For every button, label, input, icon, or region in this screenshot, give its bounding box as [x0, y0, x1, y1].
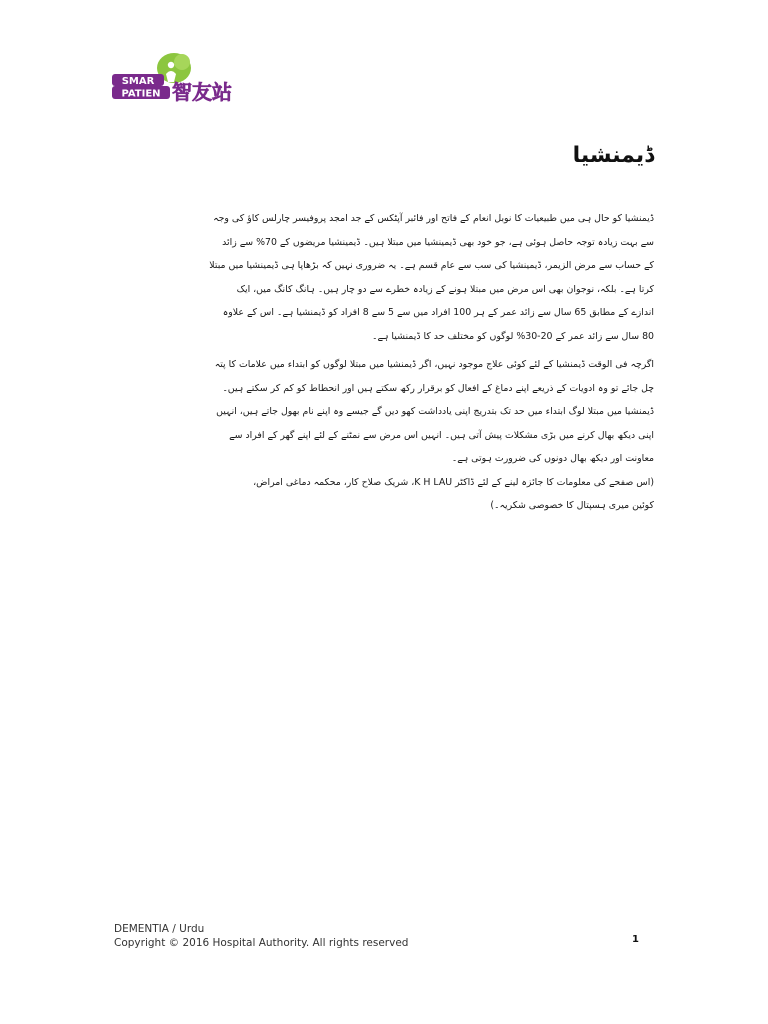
text-line: اگرچہ فی الوقت ڈیمنشیا کے لئے کوئی علاج موجود نہیں، اگر ڈیمنشیا میں مبتلا لوگوں کو ابتداء میں علامات کا پتہ: [214, 359, 654, 370]
text-line: سے بہت زیادہ توجہ حاصل ہوئی ہے، جو خود بھی ڈیمینشیا میں مبتلا ہیں۔ ڈیمینشیا مریضوں کے 70% سے زائد: [222, 236, 654, 248]
logo-text-smart: SMAR: [121, 76, 155, 87]
text-line: اپنی دیکھ بھال کرنے میں بڑی مشکلات پیش آتی ہیں۔ انہیں اس مرض سے نمٹنے کے لئے اپنے گھر کے افراد سے: [229, 429, 654, 441]
smart-patient-logo-graphic: [112, 48, 236, 104]
footer: [114, 922, 408, 950]
text-line: چل جائے تو وہ ادویات کے ذریعے اپنے دماغ کے افعال کو برقرار رکھ سکتے ہیں اور انحطاط کو کم کر سکتے ہیں۔: [222, 382, 654, 394]
paragraph-intro: [114, 207, 654, 348]
acknowledgement-line: کوئین میری ہسپتال کا خصوصی شکریہ۔): [490, 500, 654, 511]
text-line: ڈیمنشیا کو حال ہی میں طبیعیات کا نوبل انعام کے فاتح اور فائبر آپٹکس کے جد امجد پروفیسر چارلس کاؤ کی وجہ: [213, 213, 654, 224]
text-line: معاونت اور دیکھ بھال دونوں کی ضرورت ہوتی ہے۔: [451, 453, 654, 464]
page-title: ڈیمنشیا: [572, 143, 654, 168]
smart-patient-logo: [112, 48, 236, 104]
paragraph-treatment: [114, 353, 654, 518]
text-line: کرتا ہے۔ بلکہ، نوجوان بھی اس مرض میں مبتلا ہونے کے زیادہ خطرے سے دو چار ہیں۔ ہانگ کانگ میں، ایک: [236, 283, 654, 295]
acknowledgement-line: (اس صفحے کی معلومات کا جائزہ لینے کے لئے ڈاکٹر K H LAU، شریک صلاح کار، محکمہ دماغی امراض،: [253, 476, 654, 488]
text-line: کے حساب سے مرض الزیمر، ڈیمینشیا کی سب سے عام قسم ہے۔ یہ ضروری نہیں کہ بڑھاپا ہی ڈیمینشیا میں مبتلا: [209, 260, 654, 271]
text-line: 80 سال سے زائد عمر کے 20-30% لوگوں کو مختلف حد کا ڈیمنشیا ہے۔: [371, 330, 654, 342]
page-number: 1: [632, 934, 639, 945]
footer-copyright: Copyright © 2016 Hospital Authority. All rights reserved: [114, 937, 409, 949]
text-line: اندازے کے مطابق 65 سال سے زائد عمر کے ہر 100 افراد میں سے 5 سے 8 افراد کو ڈیمنشیا ہے۔ اس کے علاوہ: [222, 307, 654, 318]
logo-text-patient: PATIEN: [121, 88, 161, 100]
text-line: ڈیمنشیا میں مبتلا لوگ ابتداء میں حد تک بتدریج اپنی یادداشت کھو دیں گے جیسے وہ اپنے نام بھول جاتے ہیں، انہیں: [216, 406, 654, 417]
footer-document-label: DEMENTIA / Urdu: [114, 923, 205, 935]
logo-text-chinese: 智友站: [172, 80, 232, 104]
